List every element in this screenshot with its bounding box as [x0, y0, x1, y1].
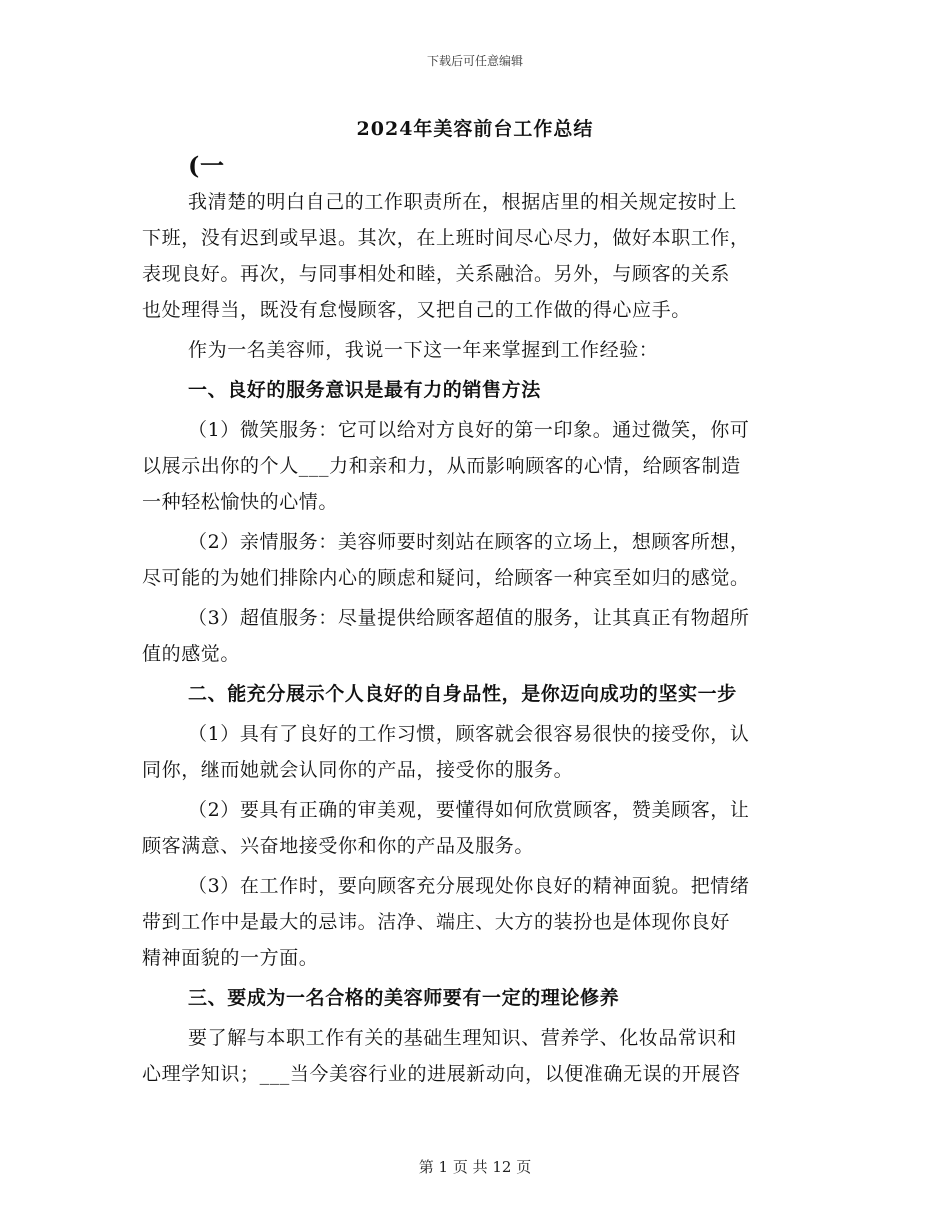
list-item-line: 值的感觉。 [142, 643, 241, 665]
list-item-line: 要了解与本职工作有关的基础生理知识、营养学、化妆品常识和 [188, 1027, 737, 1049]
list-item-line: （3）在工作时，要向顾客充分展现处你良好的精神面貌。把情绪 [188, 875, 750, 897]
paragraph-line: 作为一名美容师，我说一下这一年来掌握到工作经验： [188, 339, 659, 361]
section-heading: 二、能充分展示个人良好的自身品性，是你迈向成功的坚实一步 [188, 683, 737, 705]
paragraph-line: 也处理得当，既没有怠慢顾客，又把自己的工作做的得心应手。 [142, 299, 691, 321]
page-footer: 第 1 页 共 12 页 [418, 1158, 532, 1176]
list-item-line: 同你，继而她就会认同你的产品，接受你的服务。 [142, 759, 574, 781]
list-item-line: 以展示出你的个人___力和亲和力，从而影响顾客的心情，给顾客制造 [142, 455, 741, 477]
list-item-line: （1）具有了良好的工作习惯，顾客就会很容易很快的接受你，认 [188, 723, 750, 745]
subtitle-mark: (一 [188, 151, 225, 180]
header-note: 下载后可任意编辑 [426, 54, 523, 68]
list-item-line: 尽可能的为她们排除内心的顾虑和疑问，给顾客一种宾至如归的感觉。 [142, 567, 750, 589]
section-heading: 一、良好的服务意识是最有力的销售方法 [188, 379, 541, 401]
list-item-line: （1）微笑服务：它可以给对方良好的第一印象。通过微笑，你可 [188, 419, 750, 441]
paragraph-line: 我清楚的明白自己的工作职责所在，根据店里的相关规定按时上 [188, 191, 737, 213]
list-item-line: 精神面貌的一方面。 [142, 947, 319, 969]
list-item-line: 顾客满意、兴奋地接受你和你的产品及服务。 [142, 835, 535, 857]
document-body [142, 148, 808, 1092]
section-heading: 三、要成为一名合格的美容师要有一定的理论修养 [188, 987, 620, 1009]
paragraph-line: 下班，没有迟到或早退。其次，在上班时间尽心尽力，做好本职工作， [142, 227, 750, 249]
list-item-line: （2）亲情服务：美容师要时刻站在顾客的立场上，想顾客所想， [188, 531, 750, 553]
list-item-line: （3）超值服务：尽量提供给顾客超值的服务，让其真正有物超所 [188, 607, 750, 629]
paragraph-line: 表现良好。再次，与同事相处和睦，关系融洽。另外，与顾客的关系 [142, 263, 731, 285]
document-title: 2024年美容前台工作总结 [356, 118, 594, 140]
list-item-line: 心理学知识；___当今美容行业的进展新动向，以便准确无误的开展咨 [142, 1063, 741, 1085]
list-item-line: 带到工作中是最大的忌讳。洁净、端庄、大方的装扮也是体现你良好 [142, 911, 731, 933]
list-item-line: 一种轻松愉快的心情。 [142, 491, 339, 513]
list-item-line: （2）要具有正确的审美观，要懂得如何欣赏顾客，赞美顾客，让 [188, 799, 750, 821]
